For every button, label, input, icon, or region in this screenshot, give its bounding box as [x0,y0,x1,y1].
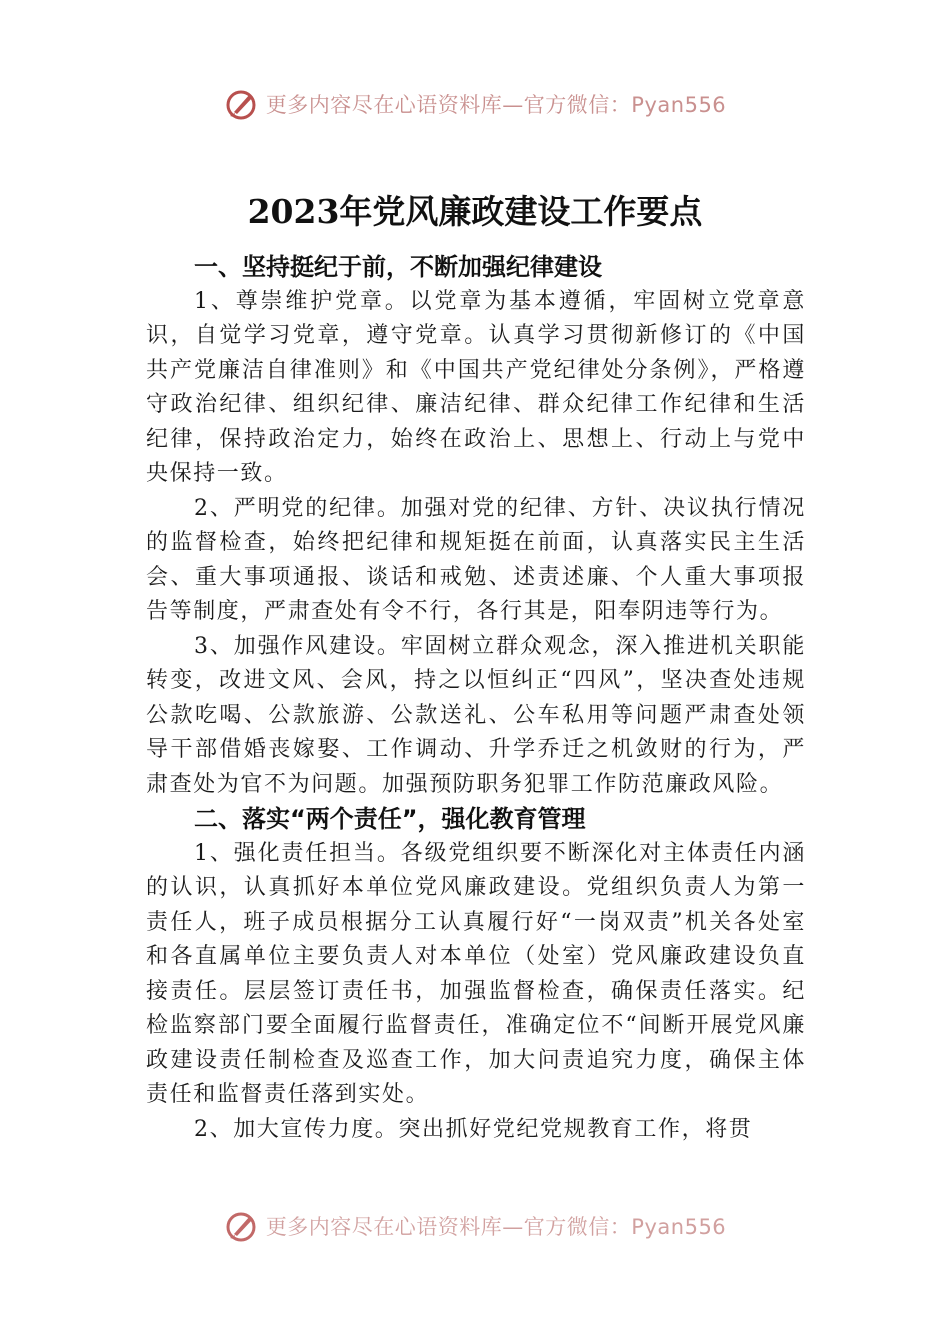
document-body [146,250,806,1147]
pen-circle-logo-icon [224,86,260,122]
watermark-text: 更多内容尽在心语资料库—官方微信：Pyan556 [265,1215,727,1239]
watermark-header [0,84,950,124]
paragraph-2-1: 1、强化责任担当。各级党组织要不断深化对主体责任内涵的认识，认真抓好本单位党风廉政建设。党组织负责人为第一责任人，班子成员根据分工认真履行好“一岗双责”机关各处室和各直属单位主要负责人对本单位（处室）党风廉政建设负直接责任。层层签订责任书，加强监督检查，确保责任落实。纪检监察部门要全面履行监督责任，准确定位不“间断开展党风廉政建设责任制检查及巡查工作，加大问责追究力度，确保主体责任和监督责任落到实处。 [146,840,806,1107]
paragraph-1-2: 2、严明党的纪律。加强对党的纪律、方针、决议执行情况的监督检查，始终把纪律和规矩挺在前面，认真落实民主生活会、重大事项通报、谈话和戒勉、述责述廉、个人重大事项报告等制度，严肃查处有令不行，各行其是，阳奉阴违等行为。 [146,495,806,624]
watermark-text: 更多内容尽在心语资料库—官方微信：Pyan556 [265,93,727,117]
paragraph-1-3: 3、加强作风建设。牢固树立群众观念，深入推进机关职能转变，改进文风、会风，持之以恒纠正“四风”，坚决查处违规公款吃喝、公款旅游、公款送礼、公车私用等问题严肃查处领导干部借婚丧嫁娶、工作调动、升学乔迁之机敛财的行为，严肃查处为官不为问题。加强预防职务犯罪工作防范廉政风险。 [146,633,806,797]
watermark-footer [0,1206,950,1246]
paragraph-2-2: 2、加大宣传力度。突出抓好党纪党规教育工作，将贯 [194,1116,753,1142]
paragraph-1-1: 1、尊崇维护党章。以党章为基本遵循，牢固树立党章意识，自觉学习党章，遵守党章。认真学习贯彻新修订的《中国共产党廉洁自律准则》和《中国共产党纪律处分条例》，严格遵守政治纪律、组织纪律、廉洁纪律、群众纪律工作纪律和生活纪律，保持政治定力，始终在政治上、思想上、行动上与党中央保持一致。 [146,288,806,486]
section-heading-1: 一、坚持挺纪于前，不断加强纪律建设 [194,253,602,281]
document-title: 2023年党风廉政建设工作要点 [247,192,703,231]
pen-circle-logo-icon [224,1208,260,1244]
section-heading-2: 二、落实“两个责任”，强化教育管理 [194,805,586,833]
